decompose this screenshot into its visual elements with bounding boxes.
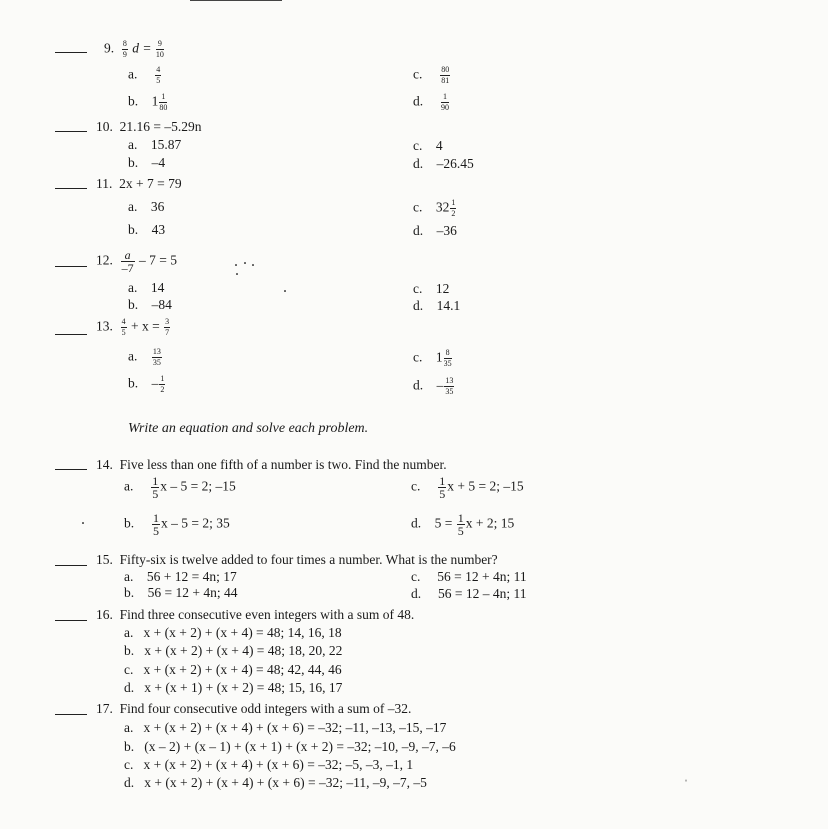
- option-15b[interactable]: b. 56 = 12 + 4n; 44: [124, 585, 238, 600]
- answer-blank-15[interactable]: [55, 565, 87, 566]
- option-12c[interactable]: c. 12: [413, 281, 450, 296]
- answer-blank-14[interactable]: [55, 469, 87, 470]
- answer-blank-17[interactable]: [55, 714, 87, 715]
- fraction: $\frac{8}{9}$: [122, 39, 127, 59]
- answer-blank-10[interactable]: [55, 131, 87, 132]
- problem-number: 9.: [104, 40, 115, 56]
- problem-15-question: 15. Fifty-six is twelve added to four times a number. What is the number?: [96, 552, 498, 567]
- option-10b[interactable]: b. –4: [128, 155, 166, 170]
- option-11a[interactable]: a. 36: [128, 199, 165, 214]
- option-17c[interactable]: c. x + (x + 2) + (x + 4) + (x + 6) = –32; –5, –3, –1, 1: [124, 757, 414, 772]
- option-16d[interactable]: d. x + (x + 1) + (x + 2) = 48; 15, 16, 17: [124, 680, 343, 695]
- problem-9-question: 9. $\frac{8}{9}$ d = $\frac{9}{10}$: [104, 39, 164, 59]
- option-13b[interactable]: b. – $\frac{1}{2}$: [128, 374, 165, 394]
- option-17d[interactable]: d. x + (x + 2) + (x + 4) + (x + 6) = –32; –11, –9, –7, –5: [124, 775, 427, 790]
- option-17a[interactable]: a. x + (x + 2) + (x + 4) + (x + 6) = –32; –11, –13, –15, –17: [124, 720, 447, 735]
- option-10a[interactable]: a. 15.87: [128, 137, 182, 152]
- section-instruction: Write an equation and solve each problem.: [128, 421, 369, 436]
- top-rule: [190, 0, 282, 1]
- problem-13-question: 13. $\frac{4}{5}$ + x = $\frac{3}{7}$: [96, 317, 170, 337]
- option-9b[interactable]: b. 1 $\frac{1}{80}$: [128, 92, 168, 112]
- option-13a[interactable]: a. $\frac{13}{35}$: [128, 347, 161, 367]
- answer-blank-11[interactable]: [55, 188, 87, 189]
- option-11c[interactable]: c. 32 $\frac{1}{2}$: [413, 198, 456, 218]
- problem-10-question: 10. 21.16 = –5.29n: [96, 119, 202, 134]
- option-14c[interactable]: c. $\frac{1}{5}$ x + 5 = 2; –15: [411, 474, 524, 501]
- option-14d[interactable]: d. 5 = $\frac{1}{5}$ x + 2; 15: [411, 511, 515, 538]
- option-13d[interactable]: d. – $\frac{13}{35}$: [413, 376, 454, 396]
- option-10d[interactable]: d. –26.45: [413, 156, 474, 171]
- option-9c[interactable]: c. $\frac{80}{81}$: [413, 65, 450, 85]
- problem-12-question: 12. $\frac{a}{-7}$ – 7 = 5: [96, 248, 177, 275]
- problem-16-question: 16. Find three consecutive even integers with a sum of 48.: [96, 607, 415, 622]
- option-13c[interactable]: c. 1 $\frac{8}{35}$: [413, 348, 452, 368]
- option-14b[interactable]: b. $\frac{1}{5}$ x – 5 = 2; 35: [124, 511, 230, 538]
- option-16c[interactable]: c. x + (x + 2) + (x + 4) = 48; 42, 44, 46: [124, 662, 342, 677]
- option-12b[interactable]: b. –84: [128, 297, 172, 312]
- answer-blank-9[interactable]: [55, 52, 87, 53]
- option-14a[interactable]: a. $\frac{1}{5}$ x – 5 = 2; –15: [124, 474, 236, 501]
- option-16a[interactable]: a. x + (x + 2) + (x + 4) = 48; 14, 16, 18: [124, 625, 342, 640]
- problem-14-question: 14. Five less than one fifth of a number is two. Find the number.: [96, 457, 447, 472]
- option-9d[interactable]: d. $\frac{1}{90}$: [413, 92, 449, 112]
- option-17b[interactable]: b. (x – 2) + (x – 1) + (x + 1) + (x + 2) = –32; –10, –9, –7, –6: [124, 739, 456, 754]
- option-16b[interactable]: b. x + (x + 2) + (x + 4) = 48; 18, 20, 22: [124, 643, 343, 658]
- option-10c[interactable]: c. 4: [413, 138, 443, 153]
- problem-11-question: 11. 2x + 7 = 79: [96, 176, 182, 191]
- option-15a[interactable]: a. 56 + 12 = 4n; 17: [124, 569, 237, 584]
- problem-17-question: 17. Find four consecutive odd integers with a sum of –32.: [96, 701, 412, 716]
- option-15c[interactable]: c. 56 = 12 + 4n; 11: [411, 569, 527, 584]
- fraction: $\frac{9}{10}$: [155, 39, 164, 59]
- answer-blank-16[interactable]: [55, 620, 87, 621]
- option-11b[interactable]: b. 43: [128, 222, 166, 237]
- option-15d[interactable]: d. 56 = 12 – 4n; 11: [411, 586, 527, 601]
- option-11d[interactable]: d. –36: [413, 223, 457, 238]
- answer-blank-13[interactable]: [55, 334, 87, 335]
- stray-mark: ˈ: [684, 777, 688, 791]
- option-12a[interactable]: a. 14: [128, 280, 165, 295]
- option-12d[interactable]: d. 14.1: [413, 298, 461, 313]
- option-9a[interactable]: a. $\frac{4}{5}$: [128, 65, 161, 85]
- answer-blank-12[interactable]: [55, 266, 87, 267]
